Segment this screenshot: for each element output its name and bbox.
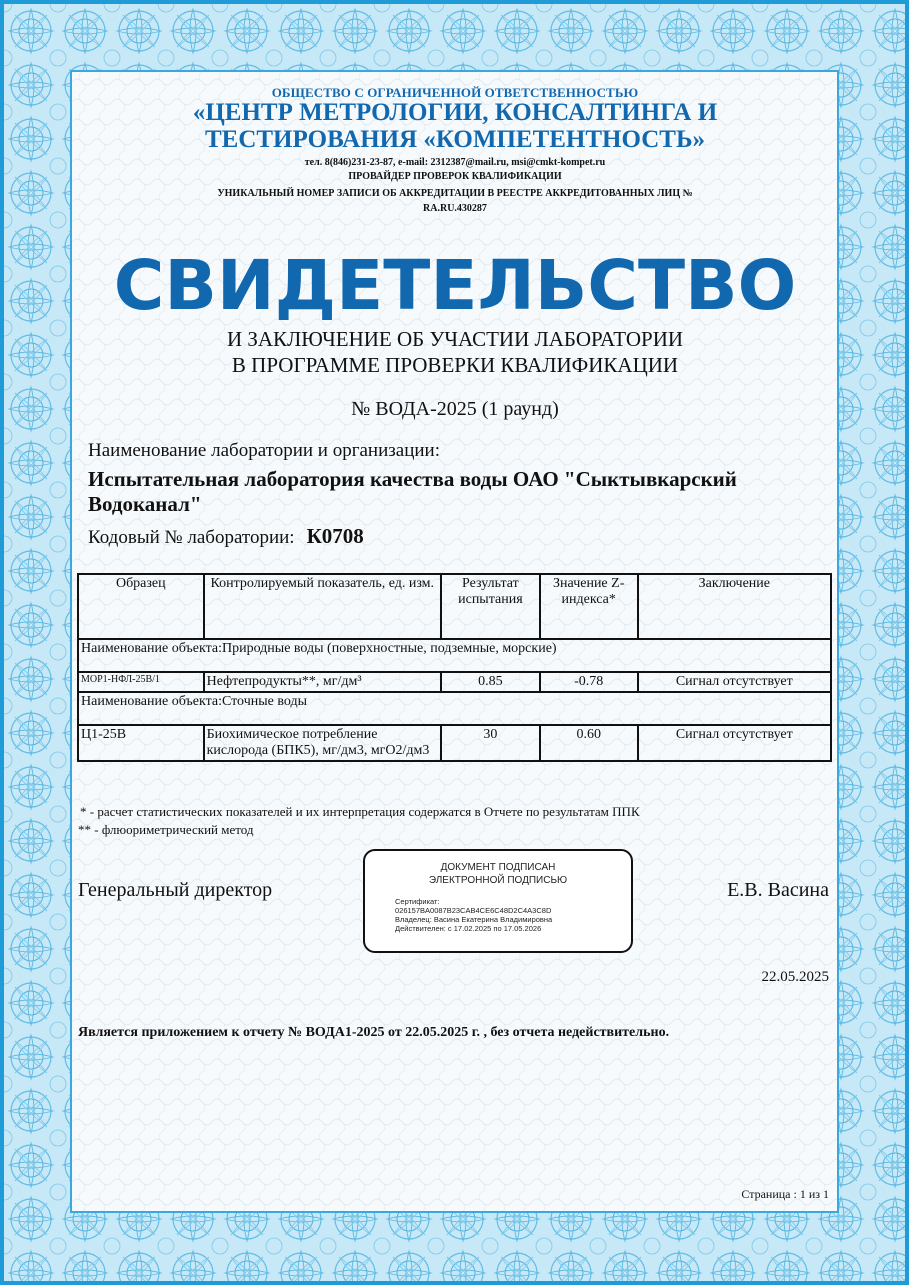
sample-code: Ц1-25В <box>78 725 204 761</box>
contacts: тел. 8(846)231-23-87, e-mail: 2312387@mail.ru, msi@cmkt-kompet.ru <box>304 157 606 168</box>
section-row <box>78 639 831 672</box>
lab-code-line <box>88 524 364 549</box>
table-header-row <box>78 574 831 639</box>
footnote-stats: * - расчет статистических показателей и их интерпретация содержатся в Отчете по результатам ППК <box>80 804 640 819</box>
table-row <box>78 725 831 761</box>
signatory-position: Генеральный директор <box>78 879 273 901</box>
section-label: Наименование объекта: <box>81 641 222 656</box>
sample-code: МОР1-НФЛ-25В/1 <box>78 672 204 692</box>
indicator: Биохимическое потребление кислорода (БПК5), мг/дм3, мгО2/дм3 <box>204 725 441 761</box>
section-row <box>78 692 831 725</box>
lab-code-label: Кодовый № лаборатории: <box>88 527 295 548</box>
subtitle-line2: В ПРОГРАММЕ ПРОВЕРКИ КВАЛИФИКАЦИИ <box>231 353 679 377</box>
result-value: 0.85 <box>441 672 540 692</box>
col-z-index: Значение Z-индекса* <box>540 574 638 639</box>
lab-code: К0708 <box>306 524 364 548</box>
certificate-number: № ВОДА-2025 (1 раунд) <box>351 398 559 420</box>
org-type: ОБЩЕСТВО С ОГРАНИЧЕННОЙ ОТВЕТСТВЕННОСТЬЮ <box>271 85 639 100</box>
col-conclusion: Заключение <box>638 574 831 639</box>
org-name <box>80 99 830 153</box>
appendix-note: Является приложением к отчету № ВОДА1-2025 от 22.05.2025 г. , без отчета недействительно. <box>78 1025 670 1040</box>
document-subtitle <box>80 326 830 378</box>
col-sample: Образец <box>78 574 204 639</box>
col-indicator: Контролируемый показатель, ед. изм. <box>204 574 441 639</box>
table-row <box>78 672 831 692</box>
stamp-owner: Владелец: Васина Екатерина Владимировна <box>395 915 553 924</box>
org-name-line1: «ЦЕНТР МЕТРОЛОГИИ, КОНСАЛТИНГА И <box>192 99 718 126</box>
accreditation <box>80 186 830 216</box>
document-title: СВИДЕТЕЛЬСТВО <box>113 246 797 326</box>
accreditation-number: RA.RU.430287 <box>423 203 487 214</box>
lab-name: Испытательная лаборатория качества воды ОАО "Сыктывкарский Водоканал" <box>88 467 737 516</box>
page-number: Страница : 1 из 1 <box>741 1187 829 1201</box>
stamp-validity: Действителен: с 17.02.2025 по 17.05.2026 <box>395 924 542 933</box>
footnote-method: ** - флюориметрический метод <box>78 822 254 837</box>
section-object: Сточные воды <box>221 694 307 709</box>
accreditation-line1: УНИКАЛЬНЫЙ НОМЕР ЗАПИСИ ОБ АККРЕДИТАЦИИ В РЕЕСТРЕ АККРЕДИТОВАННЫХ ЛИЦ № <box>217 188 693 199</box>
org-name-line2: ТЕСТИРОВАНИЯ «КОМПЕТЕНТНОСТЬ» <box>204 126 706 153</box>
subtitle-line1: И ЗАКЛЮЧЕНИЕ ОБ УЧАСТИИ ЛАБОРАТОРИИ <box>226 327 684 351</box>
stamp-cert-id: 026157BA0087B23CAB4CE6C48D2C4A3C8D <box>395 906 552 915</box>
section-label: Наименование объекта: <box>81 694 222 709</box>
result-value: 30 <box>441 725 540 761</box>
stamp-line2: ЭЛЕКТРОННОЙ ПОДПИСЬЮ <box>428 875 568 886</box>
stamp-cert-label: Сертификат: <box>395 897 440 906</box>
z-index-value: 0.60 <box>540 725 638 761</box>
stamp-line1: ДОКУМЕНТ ПОДПИСАН <box>440 862 556 873</box>
indicator: Нефтепродукты**, мг/дм³ <box>204 672 441 692</box>
signatory-name: Е.В. Васина <box>727 879 829 901</box>
col-result: Результат испытания <box>441 574 540 639</box>
z-index-value: -0.78 <box>540 672 638 692</box>
provider-line: ПРОВАЙДЕР ПРОВЕРОК КВАЛИФИКАЦИИ <box>348 171 562 182</box>
conclusion: Сигнал отсутствует <box>638 672 831 692</box>
electronic-signature-stamp <box>363 849 633 953</box>
conclusion: Сигнал отсутствует <box>638 725 831 761</box>
lab-label: Наименование лаборатории и организации: <box>88 440 440 461</box>
section-object: Природные воды (поверхностные, подземные, морские) <box>221 641 557 656</box>
results-table <box>77 573 832 762</box>
issue-date: 22.05.2025 <box>761 969 829 985</box>
